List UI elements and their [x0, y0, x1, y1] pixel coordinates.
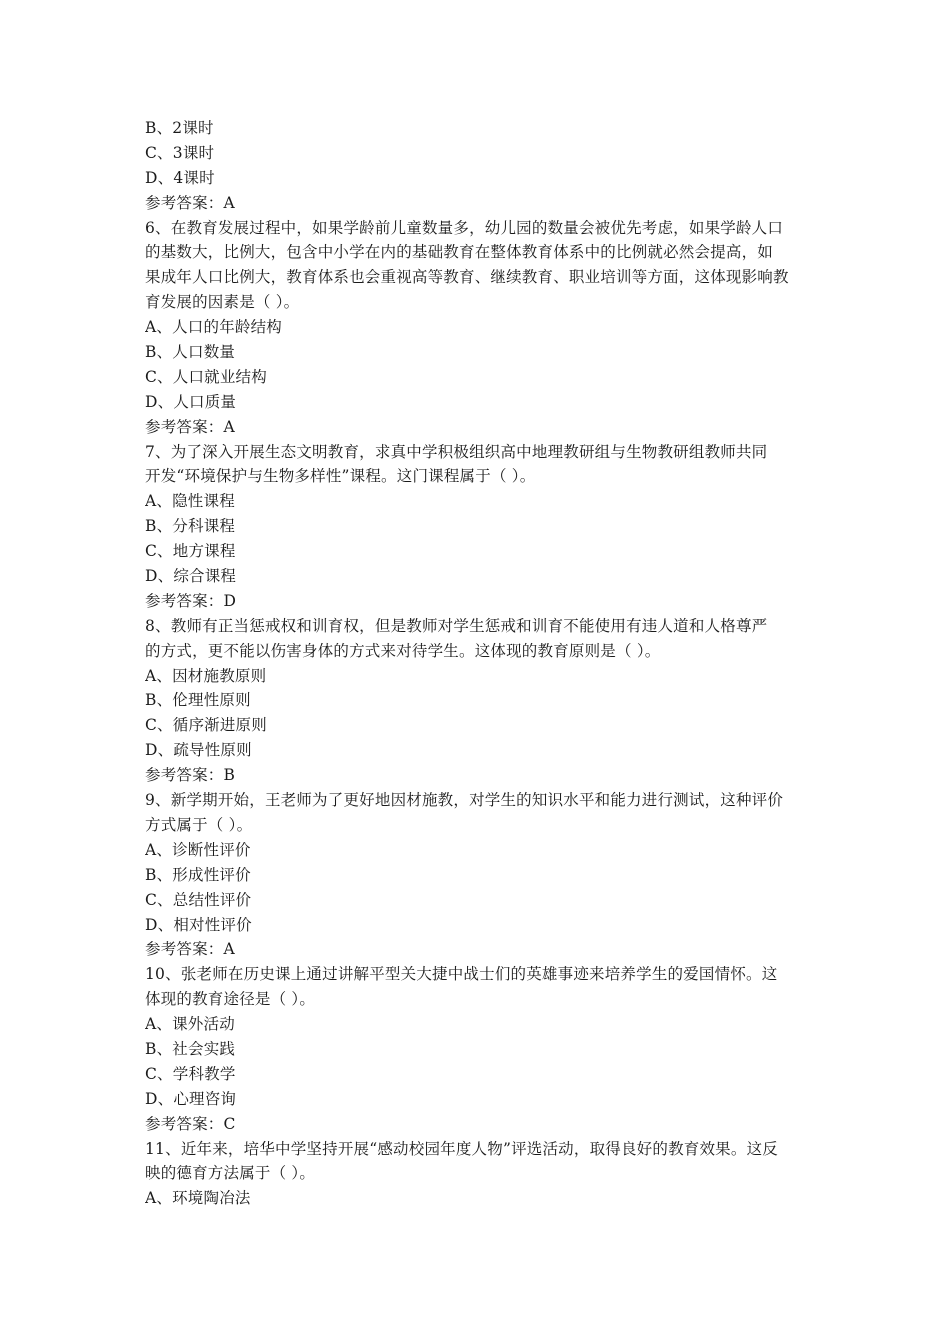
question-stem-line: 的方式，更不能以伤害身体的方式来对待学生。这体现的教育原则是（ ）。: [145, 641, 661, 660]
document-page: [145, 116, 810, 1211]
option-line: A、人口的年龄结构: [145, 318, 282, 337]
option-line: B、2课时: [145, 119, 214, 137]
answer-line: 参考答案：A: [145, 940, 235, 959]
option-line: C、总结性评价: [145, 890, 252, 909]
question-stem-line: 10、张老师在历史课上通过讲解平型关大捷中战士们的英雄事迹来培养学生的爱国情怀。这: [145, 965, 778, 984]
option-line: A、课外活动: [145, 1015, 235, 1034]
answer-line: 参考答案：D: [145, 591, 237, 610]
option-line: C、学科教学: [145, 1064, 236, 1083]
option-line: A、环境陶冶法: [145, 1189, 251, 1208]
option-line: A、诊断性评价: [145, 840, 251, 859]
option-line: B、形成性评价: [145, 865, 251, 884]
option-line: D、综合课程: [145, 567, 237, 586]
option-line: C、人口就业结构: [145, 367, 267, 386]
answer-line: 参考答案：C: [145, 1114, 236, 1133]
option-line: A、隐性课程: [145, 492, 235, 511]
question-stem-line: 11、近年来，培华中学坚持开展“感动校园年度人物”评选活动，取得良好的教育效果。这反: [145, 1139, 778, 1158]
option-line: B、伦理性原则: [145, 691, 251, 710]
option-line: B、分科课程: [145, 517, 236, 536]
question-stem-line: 7、为了深入开展生态文明教育，求真中学积极组织高中地理教研组与生物教研组教师共同: [145, 442, 768, 461]
option-line: C、3课时: [145, 143, 215, 162]
question-stem-line: 体现的教育途径是（ ）。: [145, 990, 316, 1009]
answer-line: 参考答案：A: [145, 193, 235, 212]
answer-line: 参考答案：A: [145, 417, 235, 436]
question-stem-line: 育发展的因素是（ ）。: [145, 293, 300, 312]
option-line: C、地方课程: [145, 542, 236, 561]
question-stem-line: 9、新学期开始，王老师为了更好地因材施教，对学生的知识水平和能力进行测试，这种评价: [145, 791, 784, 810]
option-line: D、相对性评价: [145, 915, 252, 934]
answer-line: 参考答案：B: [145, 766, 236, 785]
option-line: A、因材施教原则: [145, 666, 267, 685]
option-line: D、4课时: [145, 168, 215, 187]
option-line: C、循序渐进原则: [145, 716, 267, 735]
option-line: D、人口质量: [145, 392, 237, 411]
question-stem-line: 方式属于（ ）。: [145, 815, 253, 834]
option-line: D、疏导性原则: [145, 741, 252, 760]
option-line: B、社会实践: [145, 1039, 236, 1058]
question-stem-line: 开发“环境保护与生物多样性”课程。这门课程属于（ ）。: [145, 467, 536, 486]
question-stem-line: 果成年人口比例大，教育体系也会重视高等教育、继续教育、职业培训等方面，这体现影响教: [145, 268, 789, 287]
option-line: D、心理咨询: [145, 1089, 237, 1108]
option-line: B、人口数量: [145, 343, 236, 362]
question-stem-line: 的基数大，比例大，包含中小学在内的基础教育在整体教育体系中的比例就必然会提高，如: [145, 243, 774, 262]
question-stem-line: 8、教师有正当惩戒权和训育权，但是教师对学生惩戒和训育不能使用有违人道和人格尊严: [145, 616, 768, 635]
question-stem-line: 映的德育方法属于（ ）。: [145, 1164, 316, 1183]
question-stem-line: 6、在教育发展过程中，如果学龄前儿童数量多，幼儿园的数量会被优先考虑，如果学龄人口: [145, 218, 784, 237]
